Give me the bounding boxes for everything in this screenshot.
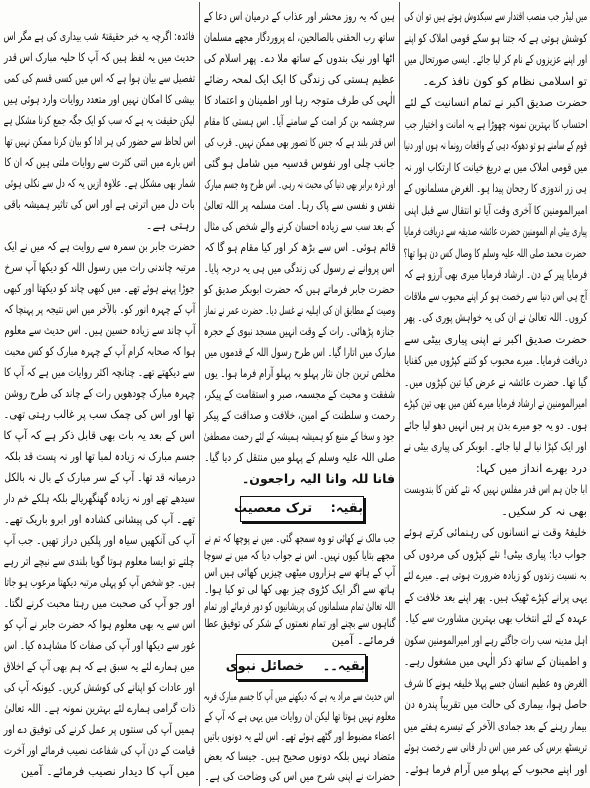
text-line-content: رہتی ہے۔ [145, 218, 195, 232]
text-line-content: ہوں۔ دو یہ جو میرے بدن پر ہیں انہیں دھو لیا جائے [404, 417, 587, 432]
text-line-content: متضاد نہیں بلکہ دونوں صحیح ہیں۔ جیسا کہ بعض [204, 749, 395, 763]
text-line-content: سیدھے تھے اور نہ زیادہ گھنگھریالے بلکہ ہلکے خم دار [4, 491, 195, 505]
text-line [4, 236, 195, 257]
text-line-content: چہرہ مبارک چودھویں رات کے چاند کی طرح روشن [4, 386, 195, 400]
text-line-content: اس بارے میں اتنی کثرت سے روایات ملتی ہیں کہ ان کا [4, 155, 195, 169]
text-line-content: فائدہ: اگرچہ یہ خبر حقیقتہً شب بیداری کی ہے مگر اس [4, 29, 195, 43]
text-line [4, 467, 195, 488]
text-line-content: سے دیکھتے تھے۔ چنانچہ اکثر روایات میں ہے کہ آپ کا [4, 365, 195, 379]
text-line-content: بھی نہ کر سکیں۔ [501, 503, 587, 518]
text-line [4, 257, 195, 278]
text-line-content: یہی پرانے کپڑے ٹھیک ہیں۔ پھر اپنے بعد خلافت کے [404, 589, 587, 604]
text-line [4, 68, 195, 89]
text-line-content: عہدہ کے لئے انتخاب بھی بہترین مشاورت سے کیا۔ [404, 611, 587, 625]
text-line-content: اس پروانے نے رسول کی زندگی میں ہی یہ درجہ پایا۔ [204, 261, 395, 275]
text-line-content: جسم مبارک نہ زیادہ لمبا تھا اور نہ پست قد بلکہ [4, 449, 195, 463]
text-line-content: فرمایا پیر کے دن۔ ارشاد فرمایا میری بھی آرزو ہے کہ [404, 267, 587, 281]
text-line [204, 746, 395, 766]
text-line-content: ہیں کہ یہ روز محشر اور عذاب کے درمیان اس دعا کے [204, 9, 395, 23]
text-line-content: اور ذرہ برابر بھی دنیا کی محبت نہ رہی۔ اس طرح وہ جسم مبارک [204, 177, 395, 191]
right-column [404, 6, 587, 780]
text-line-content: ساتھ رب الحقنی بالصالحین، اے پروردگار مجھے مسلمان [204, 30, 395, 44]
text-line-content: آپ کے ہاتھ سے ہزاروں میٹھی چیزیں کھائی ہیں اس [204, 565, 395, 579]
text-line-content: تھا اور اس کی چمک سب پر غالب رہتی تھی۔ [4, 407, 195, 421]
text-line [204, 564, 395, 581]
text-line-content: حضرت صدیق اکبر نے تمام انسانیت کے لئے [404, 95, 587, 109]
text-line-content: قوم کے سامنے ہو تو دھوکہ دہی کے واقعات رونما نہ ہوں اور دنیا [404, 138, 587, 152]
text-line-content: حاصل ہوا، بیماری کی حالت میں تقریباً پندرہ دن [404, 697, 587, 711]
text-line-content: حضرت جابر فرماتے ہیں کہ حضرت ابوبکر صدیق کو [204, 282, 395, 296]
text-line-content: مرتبہ چاندنی رات میں رسول اللہ کو دیکھا آپ سرخ [4, 260, 195, 274]
text-line [204, 615, 395, 632]
text-line [204, 405, 395, 426]
text-line-content: بیمار رہنے کے بعد جمادی الآخر کے تیسرے ہفتے میں [404, 718, 587, 733]
text-line [4, 761, 195, 782]
continuation-label: بقیہ: [330, 501, 363, 516]
text-line [204, 468, 395, 489]
text-line-content: گیا تھا۔ حضرت عائشہ نے عرض کیا تین کپڑوں میں۔ [404, 374, 587, 389]
text-line-content: ابا جان ہم اس قدر مفلس نہیں کہ نئے کفن کا بندوبست [404, 482, 587, 496]
text-line [204, 6, 395, 27]
text-line [4, 26, 195, 47]
text-line [204, 216, 395, 237]
text-line-content: اس لحاظ سے حضور کی ہر ادا کو بیان کرنا ممکن نہیں تھا [4, 134, 195, 148]
text-line-content: وصیت کے مطابق ان کی اہلیہ نے غسل دیا۔ حضرت عمر نے نماز [204, 303, 395, 317]
text-line [204, 321, 395, 342]
text-line-content: اعضاء مضبوط اور گٹھے ہوئے تھے۔ اس لئے یہ دونوں باتیں [204, 729, 395, 743]
text-line [4, 173, 195, 194]
text-line-content: تریسٹھ برس کی عمر میں اس دار فانی سے رخصت ہوئے [404, 740, 587, 754]
text-line-content: جواب دیا: پیاری بیٹی! نئے کپڑوں کی مردوں کی [404, 546, 587, 561]
text-line-content: جانب چلی اور نفوس قدسیہ میں شامل ہو گئی [204, 156, 395, 170]
text-line-content: حدیث میں یہ لفظ ہیں کہ آپ کا حلیہ مبارک اس قدر [4, 50, 195, 64]
text-line-content: کوشش ہوتی ہے کہ جتنا ہو سکے قومی املاک کو اپنے [404, 30, 587, 45]
text-line [404, 264, 587, 286]
text-line [4, 572, 195, 593]
text-line-content: لیکن حقیقت یہ ہے کہ سب کو ایک جگہ جمع کرنا مشکل ہے [4, 113, 195, 127]
text-line-content: اس کے بعد یہ بات بھی قابل ذکر ہے کہ آپ کا [4, 428, 195, 442]
text-line-content: ہیں۔ جو شخص آپ کو پہلی مرتبہ دیکھتا مرعوب ہو جاتا [4, 575, 195, 589]
text-line [404, 479, 587, 501]
text-line [404, 6, 587, 28]
middle-column-bottom [204, 686, 395, 786]
text-line [4, 320, 195, 341]
text-line-content: گناہوں سے بچنے اور تمام نعمتوں کے شکر کی توفیق عطا [204, 616, 395, 630]
text-line [204, 447, 395, 468]
text-line [204, 153, 395, 174]
text-line-content: ہمیں آپ کی سنتوں پر عمل کرنے کی توفیق دے اور [4, 722, 195, 736]
text-line [404, 243, 587, 265]
text-line [404, 587, 587, 609]
text-line [4, 362, 195, 383]
text-line-content: ہوا کہ صحابہ کرام آپ کے چہرہ مبارک کو کس محبت [4, 344, 195, 358]
middle-column-top [204, 6, 395, 489]
text-line-content: میں ہمارے لئے یہ سبق ہے کہ ہم بھی آپ کے اخلاق [4, 659, 195, 673]
text-line [4, 89, 195, 110]
text-line [4, 698, 195, 719]
text-line [204, 547, 395, 564]
text-line-content: اللہ تعالیٰ تمام مسلمانوں کی پریشانیوں کو دور فرمائے اور تمام [204, 599, 395, 613]
text-line-content: کے بعد سب سے زیادہ احسان کرنے والے شخص کی مثال [204, 219, 395, 233]
text-line [204, 426, 395, 447]
text-line [4, 404, 195, 425]
text-line-content: بہ نسبت زندوں کو زیادہ ضرورت ہوتی ہے۔ میرے لئے [404, 568, 587, 582]
text-line-content: شفقت و محبت کے مجسمہ، صبر و استقامت کے پیکر، [204, 387, 395, 401]
text-line [204, 686, 395, 706]
text-line-content: بات دل میں اترتی ہے اور اس کی تاثیر ہمیشہ باقی [4, 197, 195, 211]
text-line [204, 342, 395, 363]
text-line [204, 363, 395, 384]
text-line [404, 458, 587, 480]
text-line [204, 237, 395, 258]
text-line [404, 759, 587, 781]
text-line [4, 110, 195, 131]
text-line-content: معلوم نہیں ہوتا تھا لیکن ان روایات میں یہی ہے کہ آپ کے [204, 709, 395, 723]
text-line [404, 286, 587, 308]
text-line [404, 393, 587, 415]
text-line [404, 630, 587, 652]
text-line-content: دریافت فرمایا۔ میرے محبوب کو کتنے کپڑوں میں کفنایا [404, 353, 587, 367]
text-line-content: ہاتھ سے اگر ایک کڑوی چیز بھی کھا لی تو کیا ہوا۔ [204, 582, 395, 596]
text-line [204, 279, 395, 300]
text-line [204, 69, 395, 90]
text-line [204, 300, 395, 321]
text-line-content: اس سے یہ بھی معلوم ہوا کہ حضرت جابر نے آپ کو [4, 617, 195, 631]
text-line [204, 258, 395, 279]
text-line-content: میں لیڈر جب منصب اقتدار سے سبکدوش ہوتے ہیں تو ان کی [404, 9, 587, 23]
text-line [204, 530, 395, 547]
text-line-content: پیاری بیٹی ام المومنین حضرت عائشہ صدیقہ سے دریافت فرمایا [404, 224, 587, 238]
text-line [404, 178, 587, 200]
text-line [204, 48, 395, 69]
text-line-content: جنازہ پڑھائی۔ رات کے وقت انہیں مسجد نبوی کے حجرہ [204, 324, 395, 338]
text-line [4, 215, 195, 236]
text-line-content: اور ایک کپڑا نیا لے لیا جائے۔ ابوبکر کی پیاری بیٹی نے [404, 439, 587, 453]
text-line-content: صلی اللہ علیہ وسلم کے پہلو میں منتقل کر دیا گیا۔ [204, 450, 395, 464]
text-line [204, 90, 395, 111]
text-line [204, 384, 395, 405]
text-line [4, 152, 195, 173]
middle-column-mid [204, 530, 395, 649]
text-line [4, 677, 195, 698]
text-line-content: امیرالمومنین نے ارشاد فرمایا میرے کفن میں بھی تین کپڑے [404, 396, 587, 410]
left-column [4, 26, 195, 782]
text-line [404, 200, 587, 222]
text-line-content: اہل مدینہ سب رات جاگتے رہے اور امیرالمومنین سکون [404, 632, 587, 647]
text-line-content: الٰہی کی طرف متوجہ رہا اور اطمینان و اعتماد کا [204, 93, 395, 107]
continuation-box-khasail-nabawi [225, 654, 366, 680]
text-line [204, 632, 395, 649]
text-line [4, 509, 195, 530]
text-line-content: اٹھا اور نیک بندوں کے ساتھ ملا دے۔ پھر اسلام کی [204, 51, 395, 65]
text-line-content: بیشی کا امکان نہیں اور متعدد روایات وارد ہوئی ہیں [4, 92, 195, 106]
text-line-content: درد بھرے انداز میں کہا: [475, 460, 587, 475]
text-line-content: اس حدیث سے مراد یہ ہے کہ دیکھنے میں آپ کا جسم مبارک فربہ [203, 689, 395, 703]
text-line [404, 28, 587, 50]
text-line [204, 598, 395, 615]
text-line-content: شمار بھی مشکل ہے۔ علاوہ ازیں یہ کہ دل سے نکلی ہوئی [4, 176, 195, 190]
text-line [404, 92, 587, 114]
text-line [404, 307, 587, 329]
text-line-content: احتساب کا بہترین نمونہ چھوڑا ہے یہ امانت و اختیار جب [404, 116, 587, 131]
text-line-content: تفصیل سے بیان ہوا ہے کہ اس میں کسی قسم کی کمی [4, 71, 195, 85]
text-line [404, 737, 587, 759]
text-line-content: قائم ہوئی۔ اس سے بڑھ کر اور کیا مقام ہو گا کہ [204, 240, 395, 254]
text-line-content: درمیانہ قد تھا۔ آپ کے سر مبارک کے بال نہ بالکل [4, 470, 195, 484]
text-line-content: اس قدر بلند ہے کہ جس کا تصور بھی ممکن نہیں۔ قرب کی [204, 135, 395, 149]
continuation-title: خصائل نبوی [225, 659, 305, 674]
text-line-content: تھے۔ آپ کی پیشانی کشادہ اور ابرو باریک تھے۔ [4, 512, 195, 526]
text-line [4, 740, 195, 761]
text-line [404, 114, 587, 136]
text-line-content: ذات گرامی ہمارے لئے بہترین نمونہ ہے۔ اللہ تعالیٰ [4, 701, 195, 715]
text-line [204, 726, 395, 746]
text-line [404, 372, 587, 394]
text-line [4, 656, 195, 677]
text-line-content: اور عادات کو اپنانے کی کوشش کریں۔ کیونکہ آپ کی [4, 680, 195, 694]
text-line [4, 47, 195, 68]
text-line [404, 522, 587, 544]
text-line-content: میں آپ کا دیدار نصیب فرمائے۔ آمین [20, 764, 195, 778]
text-line-content: فانا للہ وانا الیہ راجعون۔ [241, 471, 395, 486]
text-line [404, 157, 587, 179]
text-line-content: آج ہی اس دنیا سے رخصت ہو کر اپنے محبوب سے ملاقات [404, 288, 587, 303]
text-line [404, 415, 587, 437]
text-line-content: امیرالمومنین کا آخری وقت آیا تو انتقال سے قبل اپنی [404, 202, 587, 217]
text-line [4, 131, 195, 152]
text-line-content: اور اپنے محبوب کے پہلو میں آرام فرما ہوئے۔ [404, 761, 587, 776]
text-line [404, 651, 587, 673]
text-line-content: میں قومی املاک میں بے دریغ خیانت کا ارتکاب اور نہ [404, 159, 587, 174]
text-line-content: حضرت صدیق اکبر نے اپنی پیاری بیٹی سے [404, 331, 587, 346]
text-line [4, 530, 195, 551]
text-line [204, 111, 395, 132]
text-line-content: حضرات نے اپنی شرح میں اس کی وضاحت کی ہے۔ [204, 769, 395, 783]
text-line [4, 614, 195, 635]
continuation-label: بقیہ۔۔ [322, 659, 365, 674]
text-line-content: کروں۔ اللہ تعالیٰ نے ان کی یہ خواہش پوری کی۔ پھر [404, 310, 587, 324]
text-line-content: اور جو آپ کی صحبت میں رہتا محبت کرنے لگتا۔ [4, 596, 195, 610]
column-rule [199, 2, 200, 786]
text-line-content: آپ کی آنکھیں سیاہ اور پلکیں دراز تھیں۔ جب آپ [4, 533, 195, 547]
text-line-content: حضرت محمد صلی اللہ علیہ وسلم کا وصال کس دن ہوا تھا؟ [404, 245, 587, 260]
text-line-content: مخلص ترین جان نثار پہلو بہ پہلو آرام فرما ہوا۔ یوں [204, 366, 395, 380]
text-line-content: نفس و نفسی سے پاک رہا۔ امت مسلمہ پر اللہ تعالیٰ [204, 198, 395, 212]
text-line [4, 299, 195, 320]
text-line-content: مجھے بتایا کیوں نہیں۔ اس نے جواب دیا کہ میں نے سوچا [204, 548, 395, 562]
text-line [404, 716, 587, 738]
text-line [404, 673, 587, 695]
text-line [404, 544, 587, 566]
text-line-content: تو اسلامی نظام کو کون نافذ کرے۔ [422, 73, 587, 88]
text-line-content: خلیفۂ وقت نے انسانوں کی رہنمائی کرتے ہوئے [404, 525, 587, 539]
text-line-content: رحمت و سلطنت کے امین، خلافت و صداقت کے پیکر [204, 408, 395, 422]
text-line [204, 581, 395, 598]
text-line [404, 135, 587, 157]
text-line-content: آپ چاند سے زیادہ حسین ہیں۔ اس حدیث سے معلوم [4, 323, 195, 337]
continuation-title: ترک معصیت [234, 501, 313, 516]
text-line-content: و اطمینان کے ساتھ ذکر الٰہی میں مشغول رہے۔ [404, 654, 587, 668]
text-line [4, 425, 195, 446]
text-line [404, 221, 587, 243]
text-line [204, 766, 395, 786]
text-line [4, 341, 195, 362]
text-line [4, 446, 195, 467]
text-line [404, 329, 587, 351]
text-line-content: غور سے دیکھا اور آپ کی صفات کا مشاہدہ کیا۔ اس [4, 638, 195, 652]
text-line-content: آپ کے چہرہ انور کو۔ بالآخر میں اس نتیجہ پر پہنچا کہ [4, 302, 195, 316]
column-rule [399, 2, 400, 786]
text-line [404, 694, 587, 716]
text-line [404, 49, 587, 71]
text-line-content: قیامت کے دن آپ کی شفاعت نصیب فرمائے اور آخرت [4, 743, 195, 757]
text-line [4, 593, 195, 614]
text-line [404, 608, 587, 630]
text-line [404, 565, 587, 587]
text-line [4, 194, 195, 215]
text-line-content: فرمائے۔ آمین [331, 633, 395, 647]
text-line-content: چلتے تو ایسا معلوم ہوتا گویا بلندی سے نیچے اتر رہے [4, 554, 195, 568]
text-line [204, 195, 395, 216]
text-line [404, 501, 587, 523]
text-line [204, 706, 395, 726]
text-line [4, 551, 195, 572]
text-line [4, 719, 195, 740]
text-line-content: اور اپنے عزیزوں کے نام کر لیا جائے۔ ایسی صورتحال میں [404, 52, 587, 66]
text-line [404, 71, 587, 93]
text-line-content: الغرض وہ عظیم انسان جسے پہلا خلیفہ ہونے کا شرف [404, 675, 587, 690]
text-line [4, 278, 195, 299]
text-line [404, 350, 587, 372]
text-line-content: عظیم ہستی کی زندگی کا ایک ایک لمحہ رضائے [204, 72, 395, 86]
text-line-content: حضرت جابر بن سمرہ سے روایت ہے کہ میں نے ایک [4, 239, 195, 253]
text-line [4, 635, 195, 656]
text-line [204, 27, 395, 48]
text-line [4, 488, 195, 509]
text-line-content: جود و سخا کے منبع کو ہمیشہ ہمیشہ کے لئے رحمت مصطفیٰ [204, 429, 395, 443]
text-line-content: ہی زر اندوزی کا رجحان پیدا ہو۔ الغرض مسلمانوں کے [404, 181, 587, 195]
text-line [404, 436, 587, 458]
text-line [204, 132, 395, 153]
text-line-content: جب مالک نے کھائی تو وہ سمجھ گئی۔ میں نے پوچھا کہ تم نے [204, 531, 395, 545]
text-line-content: مبارک میں اتارا گیا۔ اس طرح رسول اللہ کے قدموں میں [204, 345, 395, 359]
text-line [4, 383, 195, 404]
text-line-content: سرچشمہ بن کر امت کے سامنے آیا۔ اس ہستی کا مقام [204, 114, 395, 128]
text-line-content: جوڑا پہنے ہوئے تھے۔ میں کبھی چاند کو دیکھتا اور کبھی [4, 281, 195, 295]
text-line [204, 174, 395, 195]
continuation-box-tark-masiyat [234, 496, 364, 522]
